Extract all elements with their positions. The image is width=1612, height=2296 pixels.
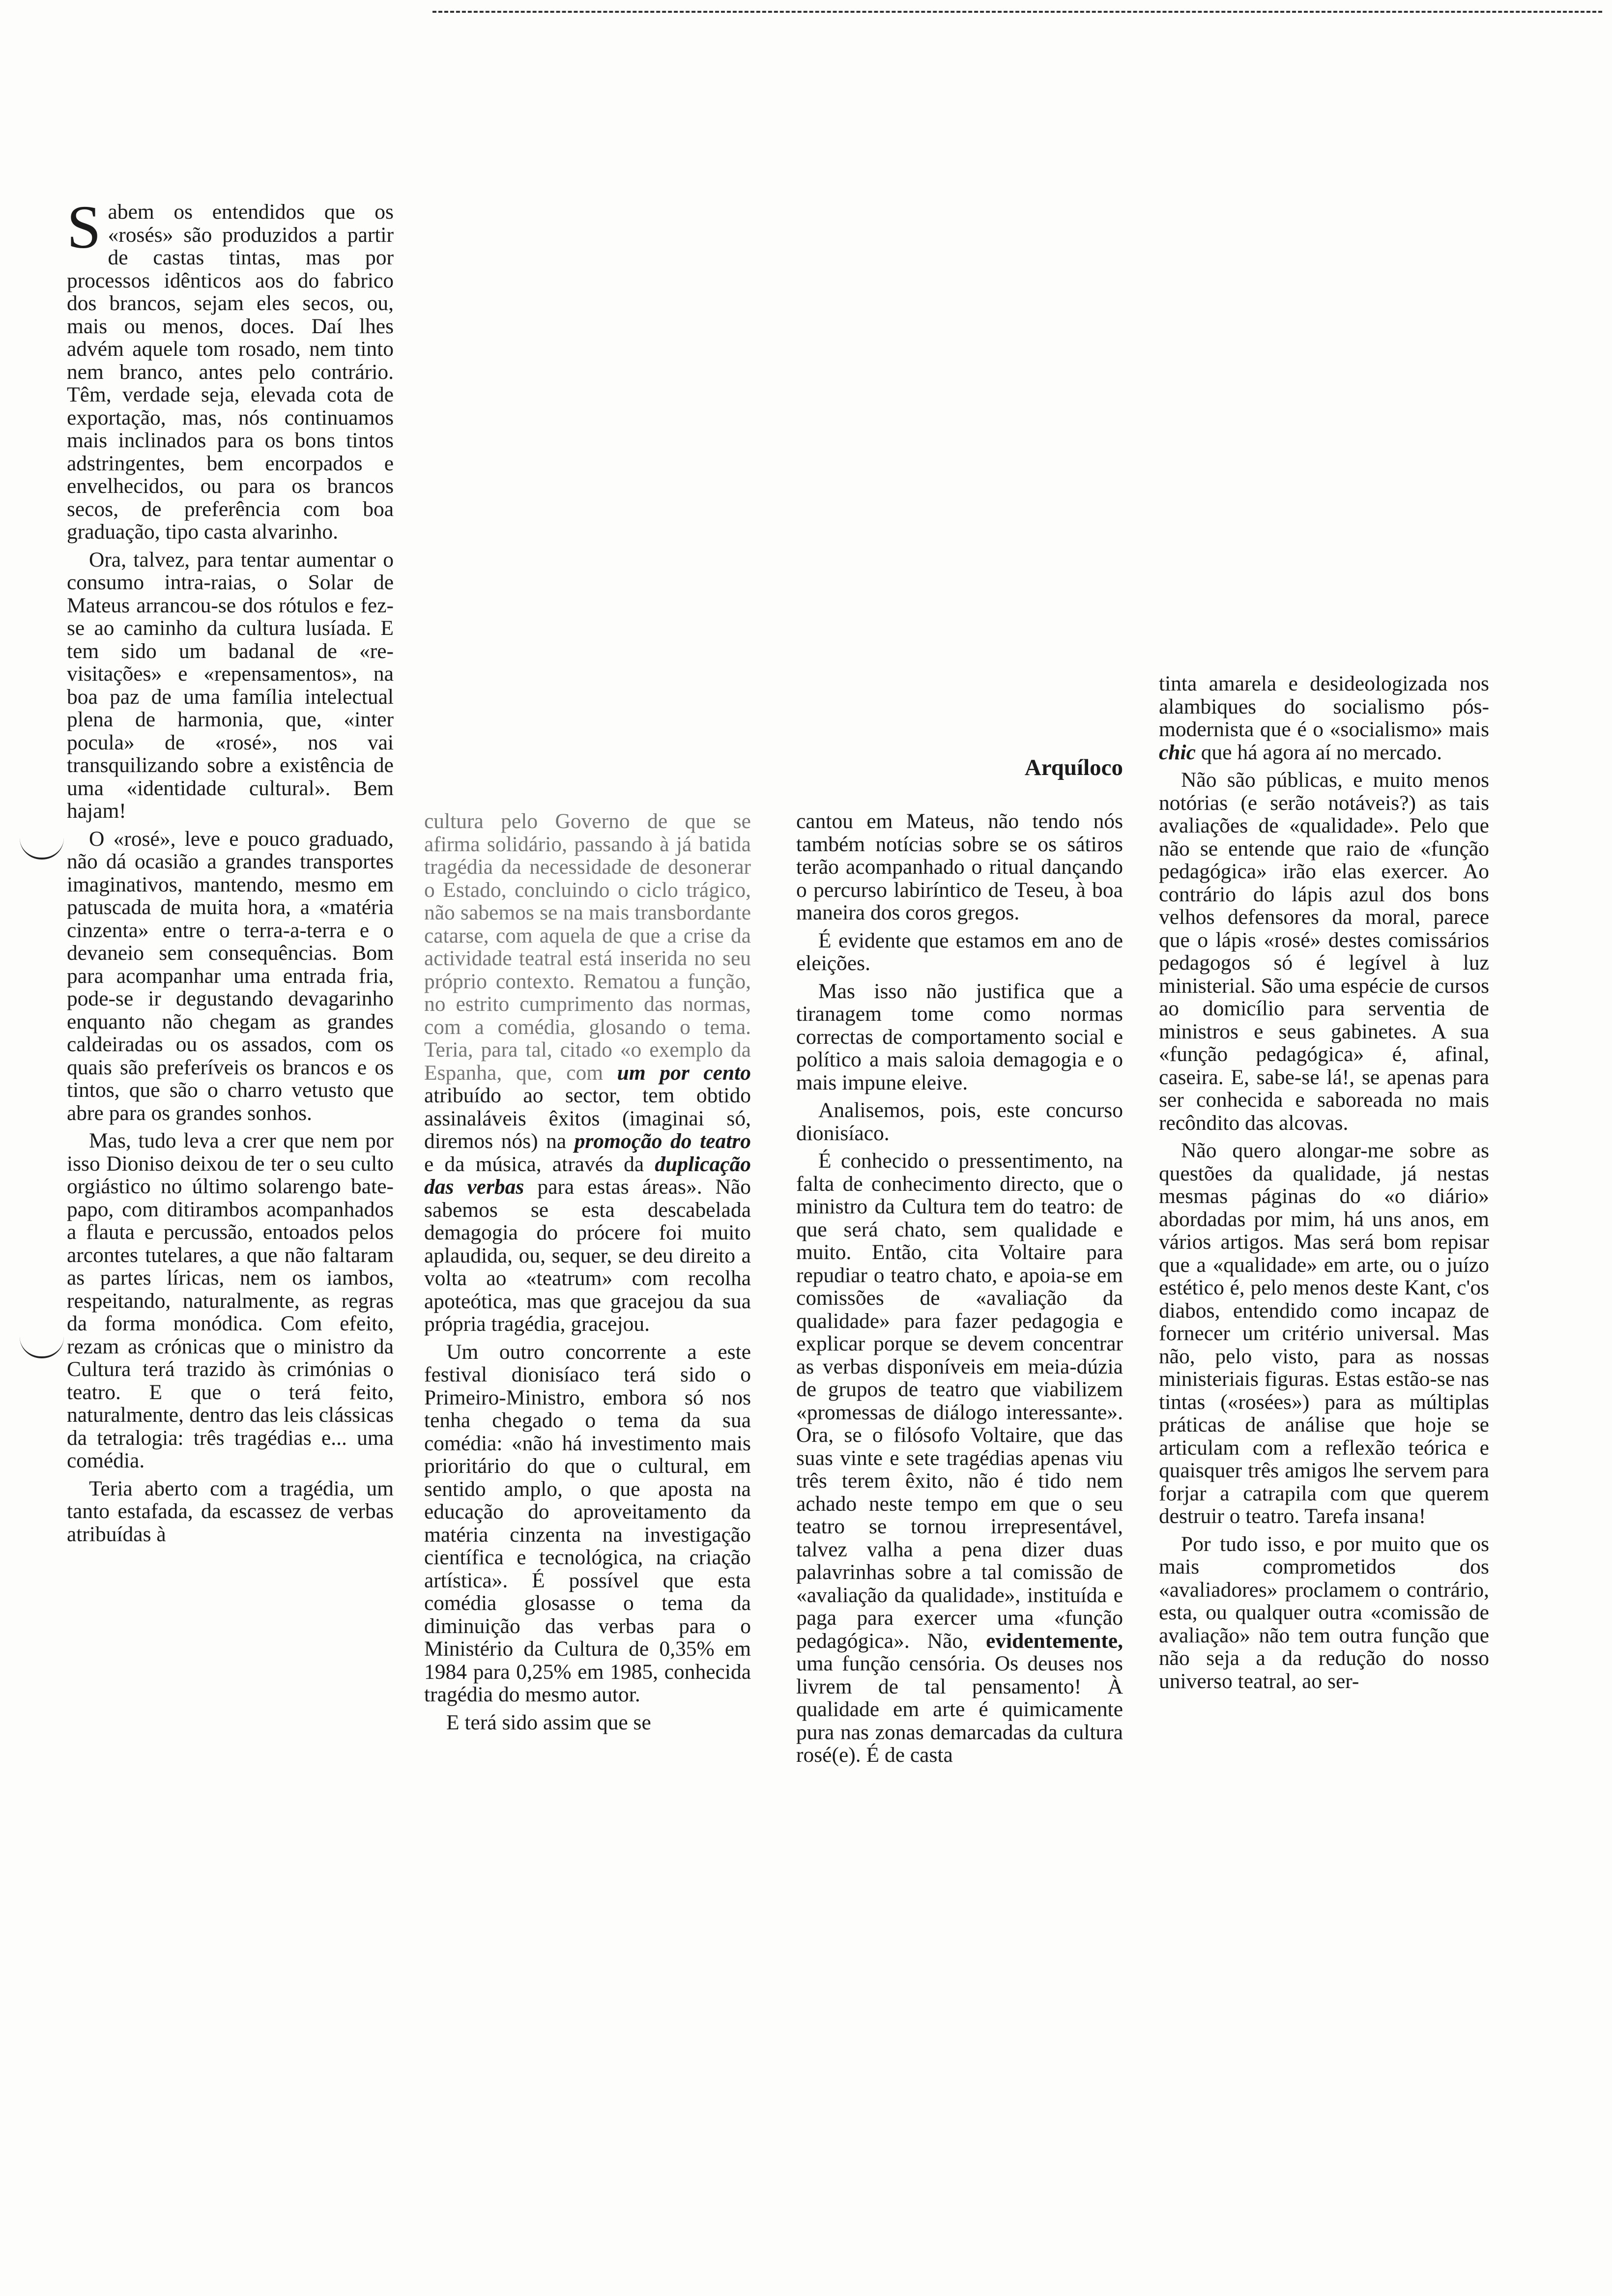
article-column-3 xyxy=(796,810,1123,1772)
paragraph xyxy=(67,194,394,544)
paragraph-text: atribuído ao sector, tem obtido assinaláveis êxitos (imaginai só, diremos nós) na xyxy=(424,1084,751,1153)
paragraph: Um outro concorrente a este festival dionisíaco terá sido o Primeiro-Ministro, embora só nos tenha chegado o tema da sua comédia: «não há investimento mais prioritário do que o cultural, em sentido amplo, o que aposta na educação do aproveitamento da matéria cinzenta na investigação científica e tecnológica, na criação artística». É possível que esta comédia glosasse o tema da diminuição das verbas para o Ministério da Cultura de 0,35% em 1984 para 0,25% em 1985, conhecida tragédia do mesmo autor. xyxy=(424,1340,751,1706)
byline: Arquíloco xyxy=(1024,755,1123,780)
emphasis-text: um por cento xyxy=(617,1061,751,1085)
article-column-1 xyxy=(67,194,394,1550)
paragraph: Mas, tudo leva a crer que nem por isso Dioniso deixou de ter o seu culto orgiástico no último solarengo bate-papo, com ditirambos acompanhados a flauta e percussão, entoados pelos arcontes tutelares, a que não faltaram as partes líricas, nem os iambos, respeitando, naturalmente, as regras da forma monódica. Com efeito, rezam as crónicas que o ministro da Cultura terá trazido às crimónias o teatro. E que o terá feito, naturalmente, dentro das leis clássicas da tetralogia: três tragédias e... uma comédia. xyxy=(67,1129,394,1472)
article-column-2 xyxy=(424,810,751,1739)
paragraph-text: uma função censória. Os deuses nos livrem de tal pensamento! À qualidade em arte é quimicamente pura nas zonas demarcadas da cultura rosé(e). É de casta xyxy=(796,1652,1123,1767)
paragraph: Não quero alongar-me sobre as questões da qualidade, já nestas mesmas páginas do «o diário» abordadas por mim, há uns anos, em vários artigos. Mas será bom repisar que a «qualidade» em arte, ou o juízo estético é, pelo menos deste Kant, c'os diabos, entendido como incapaz de fornecer um critério universal. Mas não, pelo visto, para as nossas ministeriais figuras. Estas estão-se nas tintas («rosées») para as múltiplas práticas de análise que hoje se articulam com a reflexão teórica e quaisquer três amigos lhe servem para forjar a catrapila com que querem destruir o teatro. Tarefa insana! xyxy=(1159,1139,1489,1528)
emphasis-text: promoção do teatro xyxy=(574,1129,751,1153)
paragraph: É evidente que estamos em ano de eleições. xyxy=(796,928,1123,975)
paragraph: E terá sido assim que se xyxy=(446,1710,651,1734)
paragraph: Por tudo isso, e por muito que os mais comprometidos dos «avaliadores» proclamem o contrário, esta, ou qualquer outra «comissão de avaliação» não tem outra função que não seja a da redução do nosso universo teatral, ao ser- xyxy=(1159,1532,1489,1693)
paragraph: Teria aberto com a tragédia, um tanto estafada, da escassez de verbas atribuídas à xyxy=(67,1476,394,1546)
paragraph: Não são públicas, e muito menos notórias (e serão notáveis?) as tais avaliações de «qualidade». Pelo que não se entende que raio de «função pedagógica» irão elas exercer. Ao contrário do lápis azul dos bons velhos defensores da moral, parece que o lápis «rosé» destes comissários pedagogos só é legível à luz ministerial. São uma espécie de cursos ao domicílio para serventia de ministros e seus gabinetes. A sua «função pedagógica» é, afinal, caseira. E, sabe-se lá!, se apenas para ser conhecida e saboreada no mais recôndito das alcovas. xyxy=(1159,768,1489,1135)
emphasis-text: evidentemente, xyxy=(985,1629,1123,1653)
paragraph: O «rosé», leve e pouco graduado, não dá ocasião a grandes transportes imaginativos, mantendo, mesmo em patuscada de muita hora, a «matéria cinzenta» entre o terra-a-terra e o devaneio sem consequências. Bom para acompanhar uma entrada fria, pode-se ir degustando devagarinho enquanto não chegam as grandes caldeiradas ou os assados, com os quais são preferíveis os brancos e os tintos, que são o charro vetusto que abre para os grandes sonhos. xyxy=(67,827,394,1125)
paragraph-text: para estas áreas». Não sabemos se esta descabelada demagogia do prócere foi muito aplaudida, ou, sequer, se deu direito a volta ao «teatrum» com recolha apoteótica, mas que gracejou da sua própria tragédia, gracejou. xyxy=(424,1175,751,1336)
emphasis-text: chic xyxy=(1159,740,1196,764)
paragraph-text: que há agora aí no mercado. xyxy=(1201,740,1442,764)
paragraph-text: tinta amarela e desideologizada nos alambiques do socialismo pós-modernista que é o «socialismo» mais xyxy=(1159,672,1489,741)
paragraph-text: e da música, através da xyxy=(424,1152,644,1176)
drop-cap: S xyxy=(67,194,101,261)
paragraph: cantou em Mateus, não tendo nós também notícias sobre se os sátiros terão acompanhado o ritual dançando o percurso labiríntico de Teseu, à boa maneira dos coros gregos. xyxy=(796,809,1123,924)
paragraph-text: É conhecido o pressentimento, na falta de conhecimento directo, que o ministro da Cultura tem do teatro: de que será chato, sem qualidade e muito. Então, cita Voltaire para repudiar o teatro chato, e apoia-se em comissões de «avaliação da qualidade» para fazer pedagogia e explicar porque se devem concentrar as verbas disponíveis em meia-dúzia de grupos de teatro que viabilizem «promessas de diálogo interessante». Ora, se o filósofo Voltaire, que das suas vinte e sete tragédias apenas viu três terem êxito, não é tido nem achado neste tempo em que o seu teatro se tornou irrepresentável, talvez valha a pena dizer duas palavrinhas sobre a tal comissão de «avaliação da qualidade», instituída e paga para exercer uma «função pedagógica». Não, xyxy=(796,1149,1123,1653)
paragraph-text: abem os entendidos que os «rosés» são produzidos a partir de castas tintas, mas por processos idênticos aos do fabrico dos brancos, sejam eles secos, ou, mais ou menos, doces. Daí lhes advém aquele tom rosado, nem tinto nem branco, antes pelo contrário. Têm, verdade seja, elevada cota de exportação, mas, nós continuamos mais inclinados para os bons tintos adstringentes, bem encorpados e envelhecidos, ou para os brancos secos, de preferência com boa graduação, tipo casta alvarinho. xyxy=(67,200,394,544)
emphasis-text: duplicação das verbas xyxy=(424,1152,751,1199)
paragraph xyxy=(424,810,751,1336)
top-rule xyxy=(432,11,1602,13)
paragraph: Analisemos, pois, este concurso dionisíaco. xyxy=(796,1098,1123,1145)
paragraph xyxy=(1159,672,1489,764)
paragraph xyxy=(796,1149,1123,1767)
paragraph: Mas isso não justifica que a tiranagem tome como normas correctas de comportamento social e político a mais saloia demagogia e o mais impune eleive. xyxy=(796,979,1123,1094)
paragraph-text: cultura pelo Governo de que se afirma solidário, passando à já batida tragédia da necessidade de desonerar o Estado, concluindo o ciclo trágico, não sabemos se na mais transbordante catarse, com aquela de que a crise da actividade teatral está inserida no seu próprio contexto. Rematou a função, no estrito cumprimento das normas, com a comédia, glosando o tema. Teria, para tal, citado «o exemplo da Espanha, que, com xyxy=(424,809,751,1085)
margin-mark xyxy=(20,1337,64,1358)
margin-mark xyxy=(20,838,64,860)
paragraph: Ora, talvez, para tentar aumentar o consumo intra-raias, o Solar de Mateus arrancou-se dos rótulos e fez-se ao caminho da cultura lusíada. E tem sido um badanal de «re-visitações» e «repensamentos», na boa paz de uma família intelectual plena de harmonia, que, «inter pocula» de «rosé», nos vai transquilizando sobre a existência de uma «identidade cultural». Bem hajam! xyxy=(67,547,394,823)
article-column-4 xyxy=(1159,672,1489,1697)
